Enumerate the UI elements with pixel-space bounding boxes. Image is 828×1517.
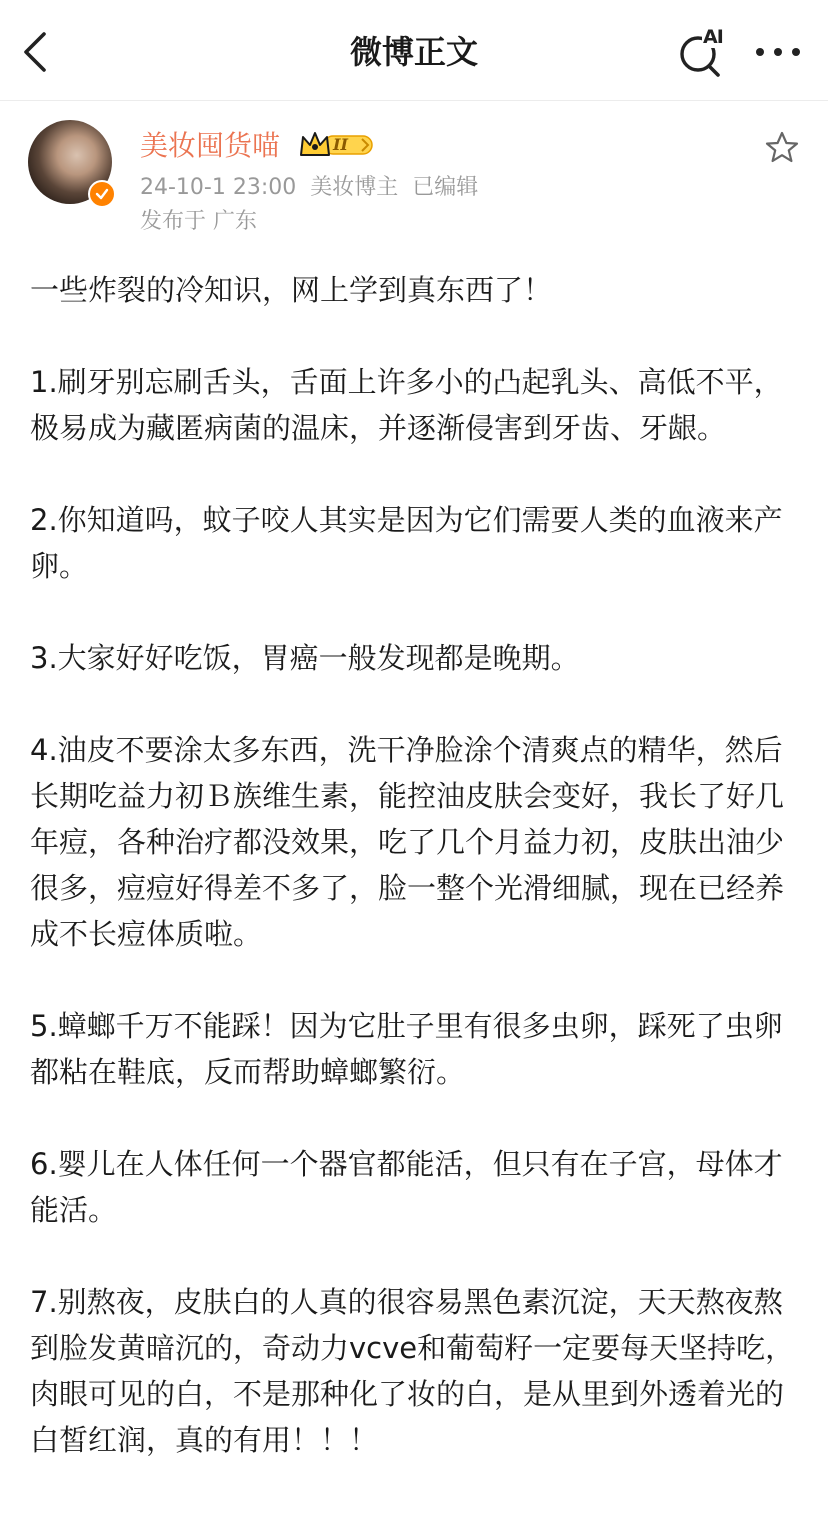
favorite-button[interactable] xyxy=(762,128,802,168)
post-meta xyxy=(140,173,492,203)
page-title: 微博正文 xyxy=(349,33,478,71)
ai-search-button[interactable] xyxy=(674,26,734,78)
post-paragraph: 5.蟑螂千万不能踩！因为它肚子里有很多虫卵，踩死了虫卵都粘在鞋底，反而帮助蟑螂繁衍。 xyxy=(30,1009,783,1089)
more-button[interactable] xyxy=(752,32,804,72)
post-paragraph: 1.刷牙别忘刷舌头，舌面上许多小的凸起乳头、高低不平，极易成为藏匿病菌的温床，并逐渐侵害到牙齿、牙龈。 xyxy=(30,365,783,445)
post-paragraph: 2.你知道吗，蚊子咬人其实是因为它们需要人类的血液来产卵。 xyxy=(30,503,783,583)
post-paragraph: 7.别熬夜，皮肤白的人真的很容易黑色素沉淀，天天熬夜熬到脸发黄暗沉的，奇动力vcve和葡萄籽一定要每天坚持吃，肉眼可见的白，不是那种化了妆的白，是从里到外透着光的白皙红润，真的有用！！！ xyxy=(30,1285,795,1457)
avatar[interactable] xyxy=(28,120,112,204)
edited-label: 已编辑 xyxy=(412,175,479,200)
post-location: 发布于 广东 xyxy=(140,209,257,234)
post-time: 24-10-1 23:00 xyxy=(140,175,297,200)
checkmark-icon xyxy=(95,187,109,201)
post-paragraph: 4.油皮不要涂太多东西，洗干净脸涂个清爽点的精华，然后长期吃益力初Ｂ族维生素，能控油皮肤会变好，我长了好几年痘，各种治疗都没效果，吃了几个月益力初，皮肤出油少很多，痘痘好得差不多了，脸一整个光滑细腻，现在已经养成不长痘体质啦。 xyxy=(30,733,785,951)
author-name[interactable]: 美妆囤货喵 xyxy=(140,129,281,162)
top-nav-bar xyxy=(0,0,828,101)
post-content xyxy=(30,267,805,1463)
verified-badge xyxy=(88,180,116,208)
more-dots-icon xyxy=(752,32,804,72)
member-level-badge[interactable] xyxy=(298,129,378,161)
author-role: 美妆博主 xyxy=(310,175,399,200)
member-level-text: II xyxy=(333,135,348,154)
post-paragraph: 一些炸裂的冷知识，网上学到真东西了！ xyxy=(30,273,553,307)
ai-label: AI xyxy=(703,26,723,48)
post-paragraph: 6.婴儿在人体任何一个器官都能活，但只有在子宫，母体才能活。 xyxy=(30,1147,783,1227)
post-paragraph: 3.大家好好吃饭，胃癌一般发现都是晚期。 xyxy=(30,641,580,675)
star-icon xyxy=(762,128,802,168)
